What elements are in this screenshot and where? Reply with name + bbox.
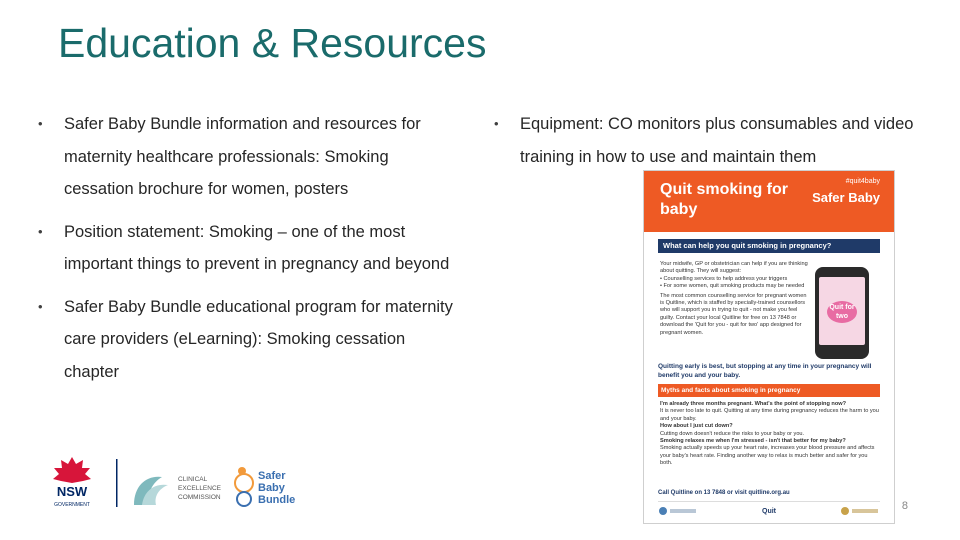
bullet-marker: • [494,116,499,131]
brochure-brand: Safer Baby [812,190,880,205]
footer-logo-icon [658,506,698,516]
brochure-image [643,170,895,524]
sbb-text-line: Safer [258,470,286,482]
bullet-text: Safer Baby Bundle educational program for maternity care providers (eLearning): Smoking cessation chapter [64,297,453,381]
brochure-body-text: Your midwife, GP or obstetrician can help if you are thinking about quitting. They will suggest: [660,261,808,275]
logos-svg [52,455,312,511]
logo-strip [52,455,312,511]
logo-divider [116,459,118,507]
left-bullet-list [38,108,458,398]
quit-app-logo: Quit for two [827,301,857,323]
phone-screen [819,277,865,345]
myth-question: Smoking relaxes me when I'm stressed - isn't that better for my baby? [660,438,846,445]
slide-title: Education & Resources [58,20,487,66]
bullet-item [38,216,458,281]
footer-quit-logo: Quit [762,507,776,515]
brochure-callout: Call Quitline on 13 7848 or visit quitline.org.au [658,490,790,496]
myth-question: I'm already three months pregnant. What's the point of stopping now? [660,401,847,407]
brochure-title: Quit smoking for baby [660,181,788,218]
brochure-myths [660,401,880,468]
brochure-footer [658,505,880,517]
cec-text-line: COMMISSION [178,494,221,501]
nsw-logo-text: NSW [56,484,88,499]
brochure-footer-divider [658,501,880,502]
brochure-body-text: • For some women, quit smoking products may be needed [660,283,805,290]
bullet-text: Position statement: Smoking – one of the most important things to prevent in pregnancy and beyond [64,222,450,273]
brochure-body-text: The most common counselling service for pregnant women is Quitline, which is staffed by specially-trained counsellors who will support you in trying to quit - not make you feel guilty. Contact your local Quitline for free on 13 7848 or download the 'Quit for you - quit for two' app designed for pregnant women. [660,292,807,336]
brochure-highlight: Quitting early is best, but stopping at any time in your pregnancy will benefit you and your baby. [658,363,872,379]
brochure-body [660,261,810,337]
brochure-myths-heading: Myths and facts about smoking in pregnancy [658,384,880,397]
cec-text-line: EXCELLENCE [178,485,221,492]
myth-answer: Cutting down doesn't reduce the risks to your baby or you. [660,430,805,437]
brochure-hashtag: #quit4baby [845,178,880,185]
phone-icon [815,267,869,359]
bullet-marker: • [38,116,43,131]
sbb-text-line: Bundle [258,494,296,506]
brochure-section-heading: What can help you quit smoking in pregnancy? [658,239,880,253]
bullet-text: Safer Baby Bundle information and resources for maternity healthcare professionals: Smoking cessation brochure for women, posters [64,115,421,198]
safer-baby-bundle-icon [235,467,253,506]
bullet-marker: • [38,298,43,314]
bullet-item [494,108,924,173]
page-number: 8 [901,500,908,512]
bullet-text: Equipment: CO monitors plus consumables and video training in how to use and maintain them [520,115,914,166]
myth-answer: Smoking actually speeds up your heart rate, increases your blood pressure and affects your baby's heart rate. Finding another way to relax is much better and safer for you both. [660,445,875,467]
sbb-text-line: Baby [258,482,285,494]
cec-text-line: CLINICAL [178,476,208,483]
bullet-item [38,291,458,389]
brochure-header [644,171,894,232]
myth-question: How about I just cut down? [660,423,733,430]
nsw-government-text: GOVERNMENT [54,502,90,508]
myth-answer: It is never too late to quit. Quitting at any time during pregnancy reduces the harm to you and your baby. [660,408,879,422]
bullet-marker: • [38,223,43,239]
nsw-waratah-icon [53,457,91,483]
brochure-body-text: • Counselling services to help address your triggers [660,275,788,282]
bullet-item [38,108,458,206]
cec-wave-icon [134,477,168,505]
footer-crest-icon [840,506,880,516]
